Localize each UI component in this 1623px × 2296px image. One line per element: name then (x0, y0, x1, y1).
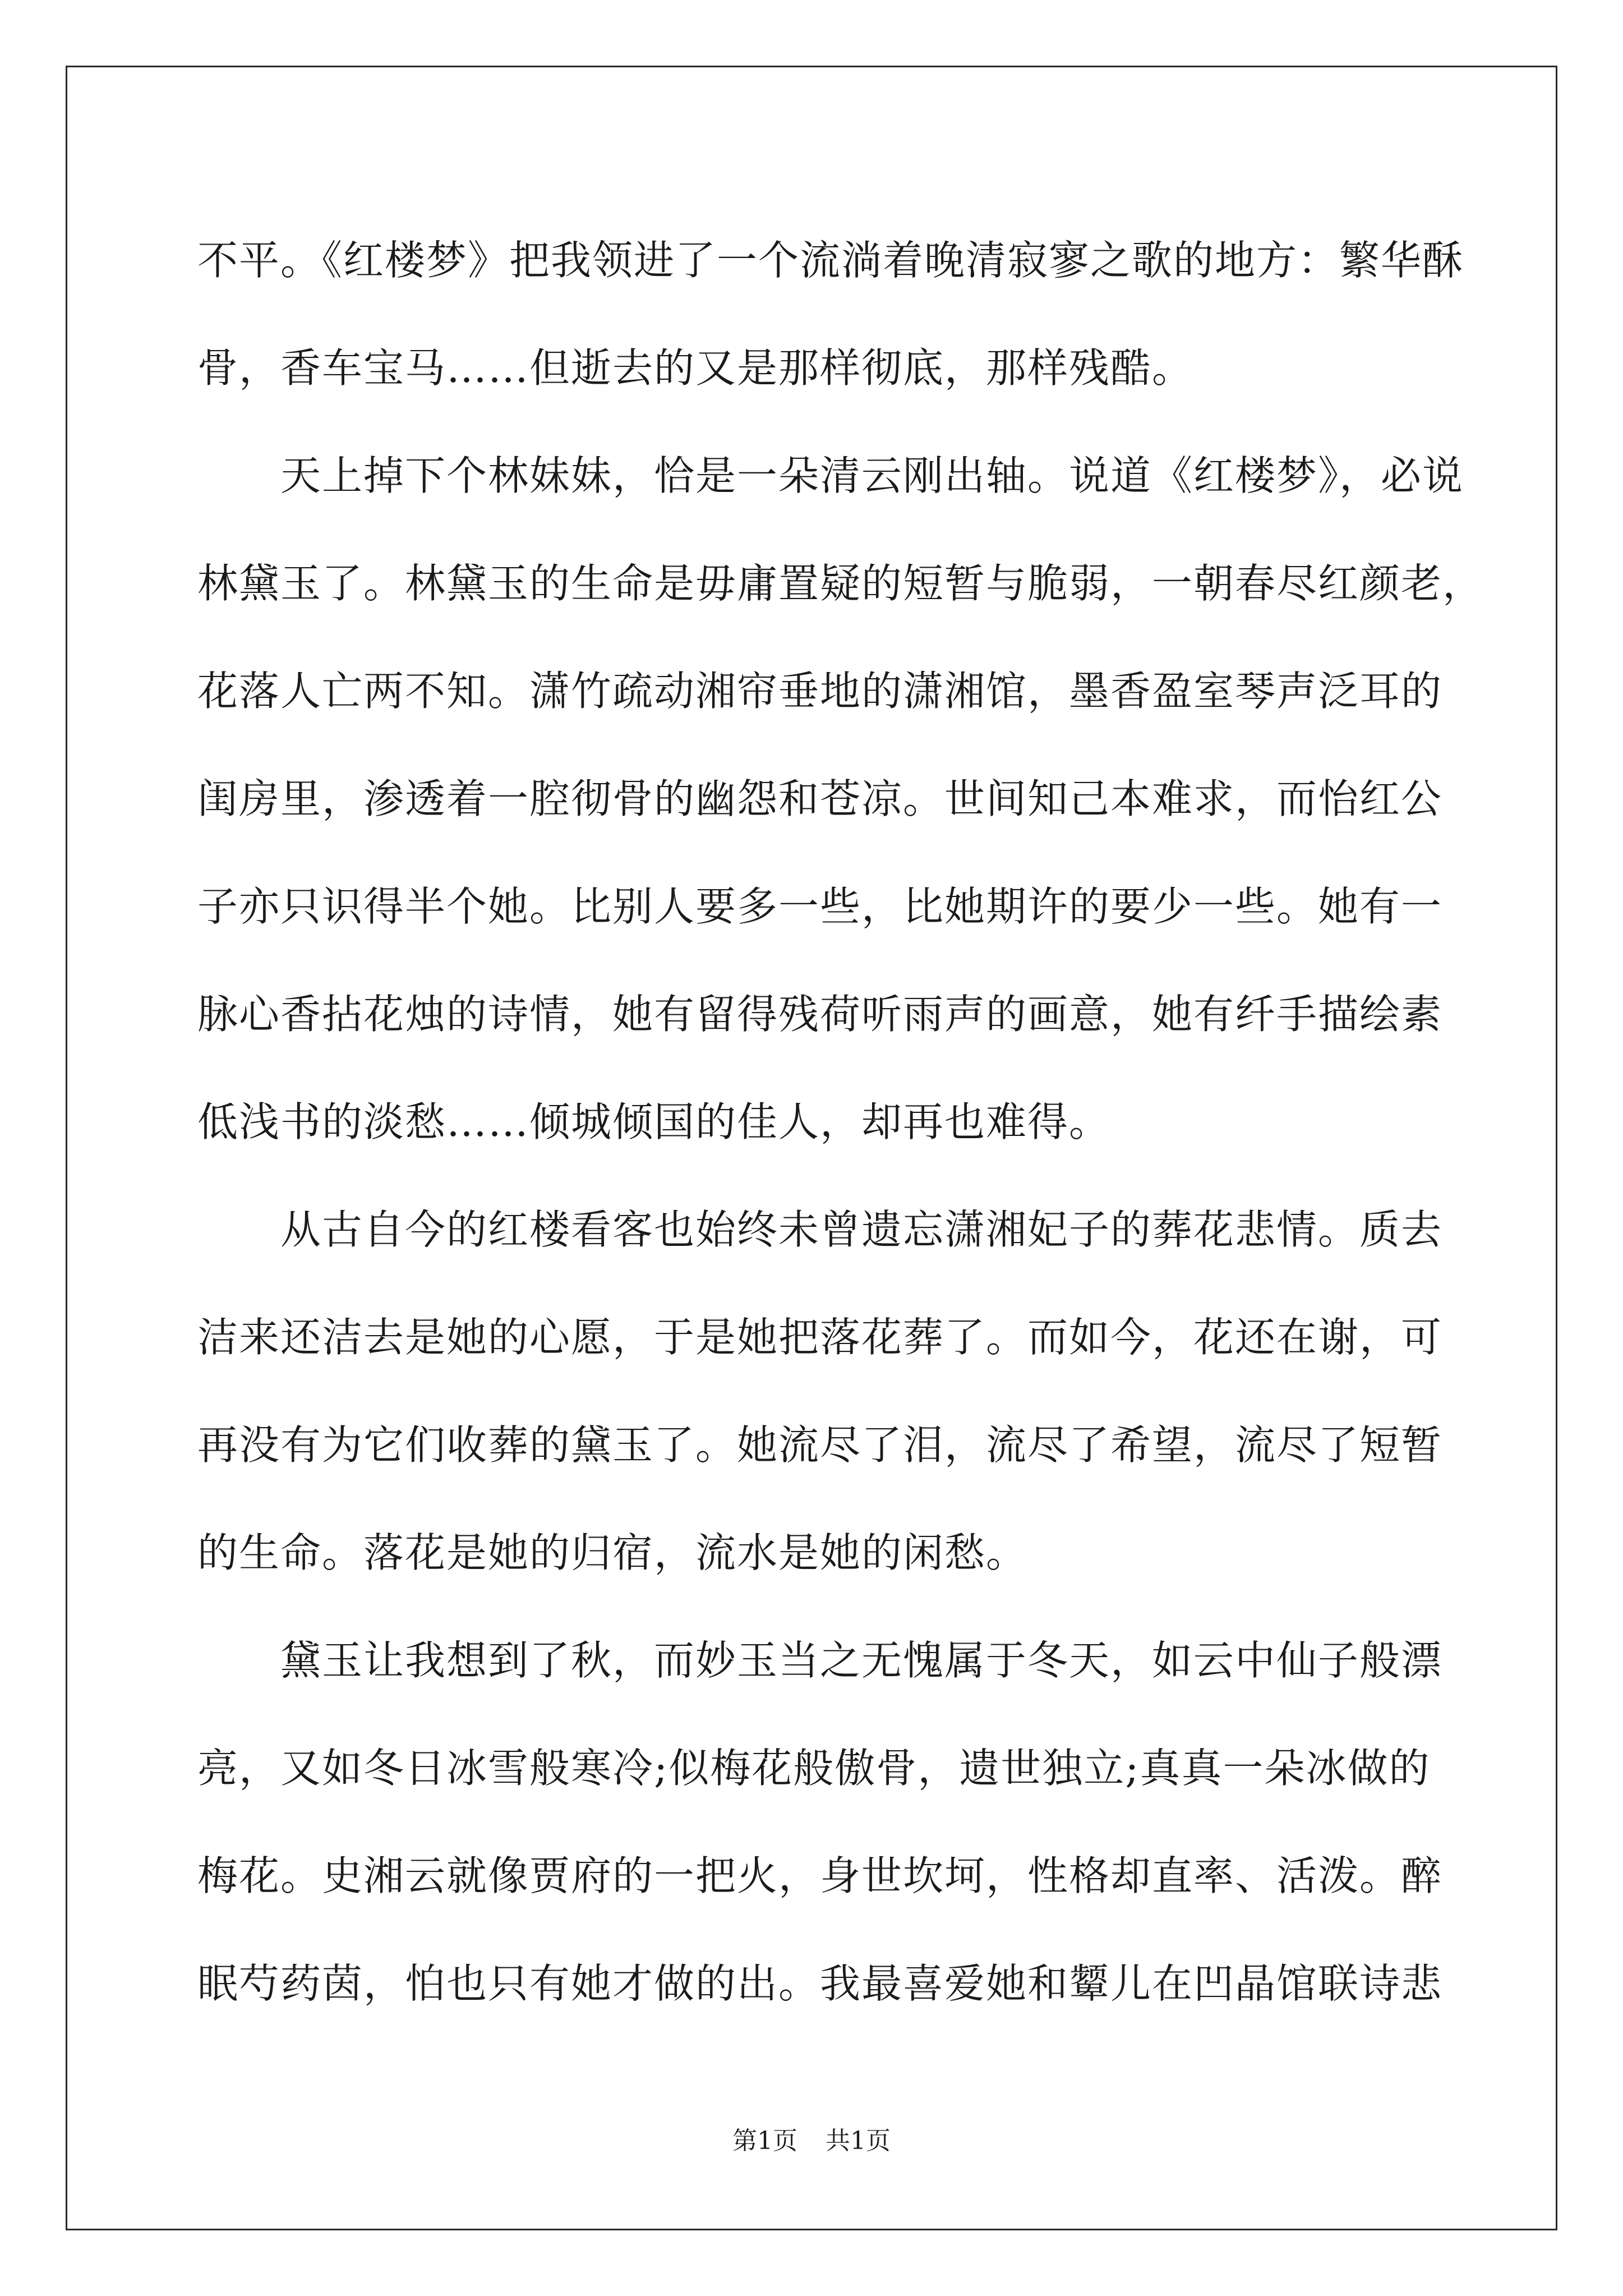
text-line: 眠芍药茵，怕也只有她才做的出。我最喜爱她和颦儿在凹晶馆联诗悲 (197, 1960, 1443, 2007)
text-line: 林黛玉了。林黛玉的生命是毋庸置疑的短暂与脆弱，一朝春尽红颜老， (197, 560, 1484, 607)
page-number-total: 共1页 (826, 2127, 891, 2155)
text-line: 低浅书的淡愁……倾城倾国的佳人，却再也难得。 (197, 1098, 1111, 1145)
text-line: 不平。《红楼梦》把我领进了一个流淌着晚清寂寥之歌的地方：繁华酥 (197, 237, 1464, 284)
text-line: 脉心香拈花烛的诗情，她有留得残荷听雨声的画意，她有纤手描绘素 (197, 991, 1443, 1038)
text-line: 亮，又如冬日冰雪般寒冷;似梅花般傲骨，遗世独立;真真一朵冰做的 (197, 1745, 1431, 1792)
text-line: 的生命。落花是她的归宿，流水是她的闲愁。 (197, 1529, 1028, 1576)
text-line: 花落人亡两不知。潇竹疏动湘帘垂地的潇湘馆，墨香盈室琴声泛耳的 (197, 668, 1443, 715)
text-line: 子亦只识得半个她。比别人要多一些，比她期许的要少一些。她有一 (197, 883, 1443, 930)
text-line: 再没有为它们收葬的黛玉了。她流尽了泪，流尽了希望，流尽了短暂 (197, 1421, 1443, 1469)
paragraph-2 (197, 422, 1484, 1176)
page-footer (0, 2120, 1623, 2156)
paragraph-3 (197, 1176, 1443, 1607)
text-line: 从古自今的红楼看客也始终未曾遗忘潇湘妃子的葬花悲情。质去 (197, 1206, 1443, 1253)
document-body (197, 206, 1484, 2037)
text-line: 洁来还洁去是她的心愿，于是她把落花葬了。而如今，花还在谢，可 (197, 1314, 1443, 1361)
paragraph-1 (197, 206, 1464, 422)
text-line: 闺房里，渗透着一腔彻骨的幽怨和苍凉。世间知己本难求，而怡红公 (197, 775, 1443, 822)
page-number-current: 第1页 (732, 2127, 797, 2155)
paragraph-4 (197, 1607, 1443, 2037)
text-line: 骨，香车宝马……但逝去的又是那样彻底，那样残酷。 (197, 344, 1194, 392)
text-line: 梅花。史湘云就像贾府的一把火，身世坎坷，性格却直率、活泼。醉 (197, 1852, 1443, 1899)
text-line: 天上掉下个林妹妹，恰是一朵清云刚出轴。说道《红楼梦》，必说 (197, 452, 1464, 499)
text-line: 黛玉让我想到了秋，而妙玉当之无愧属于冬天，如云中仙子般漂 (197, 1637, 1443, 1684)
